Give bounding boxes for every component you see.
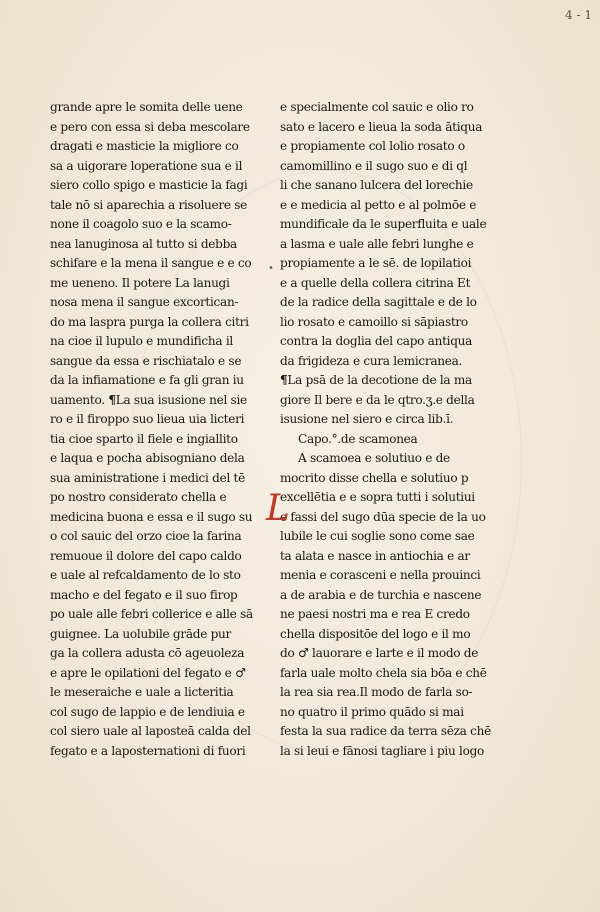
text-line: no quatro il primo quādo si mai bbox=[280, 704, 464, 719]
text-line: po uale alle febri collerice e alle sā bbox=[50, 607, 253, 621]
text-line: fegato e a laposternationi di fuori bbox=[50, 743, 246, 758]
folio-number: 4 - 1 bbox=[565, 8, 592, 22]
text-line: lio rosato e camoillo si sāpiastro bbox=[280, 314, 468, 329]
text-line: do ma laspra purga la collera citri bbox=[50, 314, 249, 329]
text-line: nosa mena il sangue excortican- bbox=[50, 295, 239, 309]
text-line: da la infiamatione e fa gli gran iu bbox=[50, 373, 244, 387]
text-line: chella dispositōe del logo e il mo bbox=[280, 626, 471, 641]
text-line: a lasma e uale alle febri lunghe e bbox=[280, 236, 474, 251]
text-line: lubile le cui soglie sono come sae bbox=[280, 529, 475, 543]
text-line: sato e lacero e lieua la soda ātiqua bbox=[280, 119, 483, 134]
text-line: festa la sua radice da terra sēza chē bbox=[280, 724, 491, 738]
text-line: excellētia e e sopra tutti i solutiui bbox=[280, 490, 475, 504]
text-line: o col sauic del orzo cioe la farina bbox=[50, 529, 242, 543]
text-line: e propiamente col lolio rosato o bbox=[280, 139, 465, 153]
text-line: col sugo de lappio e de lendiuia e bbox=[50, 704, 245, 719]
text-line: contra la doglia del capo antiqua bbox=[280, 334, 473, 348]
text-line: giore Il bere e da le qtro.ʒ.e della bbox=[280, 392, 475, 407]
margin-mark: • bbox=[268, 263, 274, 274]
text-line: farla uale molto chela sia bōa e chē bbox=[280, 665, 487, 680]
text-line: menia e corasceni e nella prouinci bbox=[280, 568, 481, 582]
text-line: siero collo spigo e masticie la fagi bbox=[50, 178, 248, 192]
text-line: ne paesi nostri ma e rea E credo bbox=[280, 607, 470, 621]
text-segment: La sua isusione nel sie bbox=[115, 392, 247, 407]
text-line: e fassi del sugo dūa specie de la uo bbox=[280, 509, 486, 524]
text-line: propiamente a le sē. de lopilatioi bbox=[280, 256, 472, 270]
text-line: e apre le opilationi del fegato e ♂ bbox=[50, 665, 246, 680]
text-line: e e medicia al petto e al polmōe e bbox=[280, 197, 477, 212]
text-line: ro e il firoppo suo lieua uia licteri bbox=[50, 412, 245, 426]
left-text-column bbox=[50, 98, 253, 761]
text-line: po nostro considerato chella e bbox=[50, 490, 227, 504]
text-line: sangue da essa e rischiatalo e se bbox=[50, 353, 242, 368]
text-line: da frigideza e cura lemicranea. bbox=[280, 353, 463, 368]
text-line: camomillino e il sugo suo e di ql bbox=[280, 158, 468, 173]
text-line: mocrito disse chella e solutiuo p bbox=[280, 470, 469, 485]
text-line bbox=[280, 371, 480, 391]
text-line: e uale al refcaldamento de lo sto bbox=[50, 568, 241, 582]
text-line: la rea sia rea.Il modo de farla so- bbox=[280, 685, 473, 699]
text-line: col siero uale al laposteā calda del bbox=[50, 724, 251, 738]
text-line: guignee. La uolubile grāde pur bbox=[50, 626, 232, 641]
text-line: le meseraiche e uale a licteritia bbox=[50, 685, 234, 699]
text-line: medicina buona e essa e il sugo su bbox=[50, 509, 253, 524]
text-line: tale nō si aparechia a risoluere se bbox=[50, 197, 248, 212]
text-line: remuoue il dolore del capo caldo bbox=[50, 548, 242, 563]
text-line: isusione nel siero e circa lib.ī. bbox=[280, 412, 454, 426]
text-line: grande apre le somita delle uene bbox=[50, 100, 243, 114]
text-line: A scamoea e solutiuo e de bbox=[298, 451, 450, 465]
text-line: dragati e masticie la migliore co bbox=[50, 139, 239, 153]
text-line: la si leui e fānosi tagliare i piu logo bbox=[280, 743, 485, 758]
red-initial-letter: L bbox=[266, 488, 290, 529]
text-segment: La psā de la decotione de la ma bbox=[287, 373, 472, 387]
text-line: e pero con essa si deba mescolare bbox=[50, 119, 250, 134]
text-line: mundificale da le superfluita e uale bbox=[280, 217, 487, 231]
text-line bbox=[50, 391, 250, 411]
text-line: e specialmente col sauic e olio ro bbox=[280, 100, 474, 114]
text-line: sa a uigorare loperatione sua e il bbox=[50, 158, 243, 173]
text-line: a de arabia e de turchia e nascene bbox=[280, 587, 482, 602]
text-line: nea lanuginosa al tutto si debba bbox=[50, 236, 237, 251]
text-line: me ueneno. Il potere La lanugi bbox=[50, 275, 230, 290]
text-line: e laqua e pocha abisogniano dela bbox=[50, 451, 245, 465]
text-line: do ♂ lauorare e larte e il modo de bbox=[280, 646, 479, 660]
text-line: ga la collera adusta cō ageuoleza bbox=[50, 646, 245, 660]
text-line: none il coagolo suo e la scamo- bbox=[50, 217, 232, 231]
text-line: na cioe il lupulo e mundificha il bbox=[50, 334, 233, 348]
pilcrow-mark: ¶ bbox=[280, 373, 288, 387]
text-line: ta alata e nasce in antiochia e ar bbox=[280, 548, 470, 563]
text-line: tia cioe sparto il fiele e ingiallito bbox=[50, 431, 238, 446]
text-line: sua aministratione i medici del tē bbox=[50, 470, 245, 485]
text-segment: uamento. bbox=[50, 392, 105, 407]
text-line: li che sanano lulcera del lorechie bbox=[280, 178, 473, 192]
pilcrow-mark: ¶ bbox=[108, 392, 116, 407]
text-line: de la radice della sagittale e de lo bbox=[280, 295, 477, 309]
text-line: e a quelle della collera citrina Et bbox=[280, 275, 471, 290]
text-line: schifare e la mena il sangue e e co bbox=[50, 256, 252, 270]
text-line: macho e del fegato e il suo firop bbox=[50, 587, 238, 602]
right-text-column bbox=[266, 98, 491, 761]
chapter-heading: Capo.°.de scamonea bbox=[298, 431, 418, 446]
